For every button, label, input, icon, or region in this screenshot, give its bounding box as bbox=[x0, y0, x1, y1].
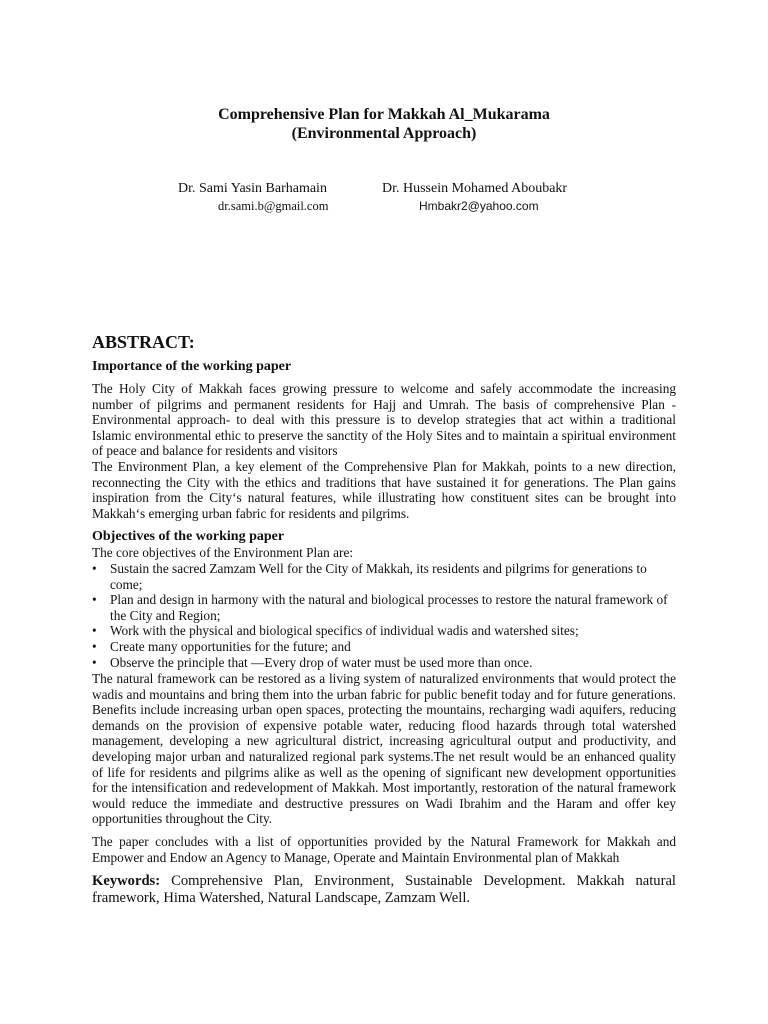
bullet-icon: • bbox=[92, 623, 97, 639]
importance-paragraph-2: The Environment Plan, a key element of the Comprehensive Plan for Makkah, points to a new direction, reconnecting the City with the ethics and traditions that have sustained it for generations. The Plan gains inspiration from the City‘s natural features, while illustrating how constituent sites can be brought into Makkah‘s emerging urban fabric for residents and pilgrims. bbox=[92, 459, 676, 521]
conclusion-paragraph: The paper concludes with a list of opportunities provided by the Natural Framework for Makkah and Empower and Endow an Agency to Manage, Operate and Maintain Environmental plan of Makkah bbox=[92, 834, 676, 865]
bullet-icon: • bbox=[92, 592, 97, 608]
natural-framework-paragraph: The natural framework can be restored as a living system of naturalized environments that would protect the wadis and mountains and bring them into the urban fabric for public benefit today and for future generations. Benefits include increasing urban open spaces, protecting the mountains, recharging wadi aquifers, reducing demands on the provision of expensive potable water, reducing flood hazards through total watershed management, developing a new agricultural district, increasing agricultural output and productivity, and developing major urban and naturalized regional park systems.The net result would be an enhanced quality of life for residents and pilgrims alike as well as the opening of significant new development opportunities for the intensification and redevelopment of Makkah. Most importantly, restoration of the natural framework would reduce the immediate and destructive pressures on Wadi Ibrahim and the Haram and offer key opportunities throughout the City. bbox=[92, 671, 676, 827]
objective-text: Plan and design in harmony with the natural and biological processes to restore the natural framework of the City and Region; bbox=[110, 592, 668, 623]
keywords bbox=[92, 873, 676, 907]
author-name-1: Dr. Sami Yasin Barhamain bbox=[178, 181, 327, 196]
objectives-intro: The core objectives of the Environment Plan are: bbox=[92, 545, 354, 560]
author-name-2: Dr. Hussein Mohamed Aboubakr bbox=[382, 181, 568, 196]
abstract-heading: ABSTRACT: bbox=[92, 332, 195, 352]
list-item bbox=[92, 592, 676, 623]
author-email-2: Hmbakr2@yahoo.com bbox=[419, 199, 539, 213]
paper-title-line2: (Environmental Approach) bbox=[291, 125, 477, 142]
importance-paragraph-1: The Holy City of Makkah faces growing pressure to welcome and safely accommodate the increasing number of pilgrims and permanent residents for Hajj and Umrah. The basis of comprehensive Plan - Environmental approach- to deal with this pressure is to develop strategies that act within a traditional Islamic environmental ethic to preserve the sanctity of the Holy Sites and to maintain a spiritual environment of peace and balance for residents and visitors bbox=[92, 381, 676, 459]
author-email-1: dr.sami.b@gmail.com bbox=[218, 199, 329, 213]
paper-title-line1: Comprehensive Plan for Makkah Al_Mukarama bbox=[218, 106, 550, 123]
list-item bbox=[92, 655, 676, 671]
objectives-list bbox=[92, 561, 676, 670]
objective-text: Create many opportunities for the future; and bbox=[110, 638, 351, 654]
list-item bbox=[92, 639, 676, 655]
objective-text: Work with the physical and biological specifics of individual wadis and watershed sites; bbox=[110, 623, 579, 639]
bullet-icon: • bbox=[92, 561, 97, 576]
objective-text: Sustain the sacred Zamzam Well for the City of Makkah, its residents and pilgrims for generations to come; bbox=[110, 561, 647, 592]
list-item bbox=[92, 623, 676, 639]
bullet-icon: • bbox=[92, 654, 97, 670]
list-item bbox=[92, 561, 676, 592]
keywords-label: Keywords: bbox=[92, 873, 161, 889]
objective-text: Observe the principle that ―Every drop of water must be used more than once. bbox=[110, 654, 533, 670]
importance-heading: Importance of the working paper bbox=[92, 359, 292, 374]
bullet-icon: • bbox=[92, 638, 97, 654]
keywords-text: Comprehensive Plan, Environment, Sustainable Development. Makkah natural framework, Hima Watershed, Natural Landscape, Zamzam Well. bbox=[92, 873, 676, 906]
objectives-heading: Objectives of the working paper bbox=[92, 529, 285, 544]
